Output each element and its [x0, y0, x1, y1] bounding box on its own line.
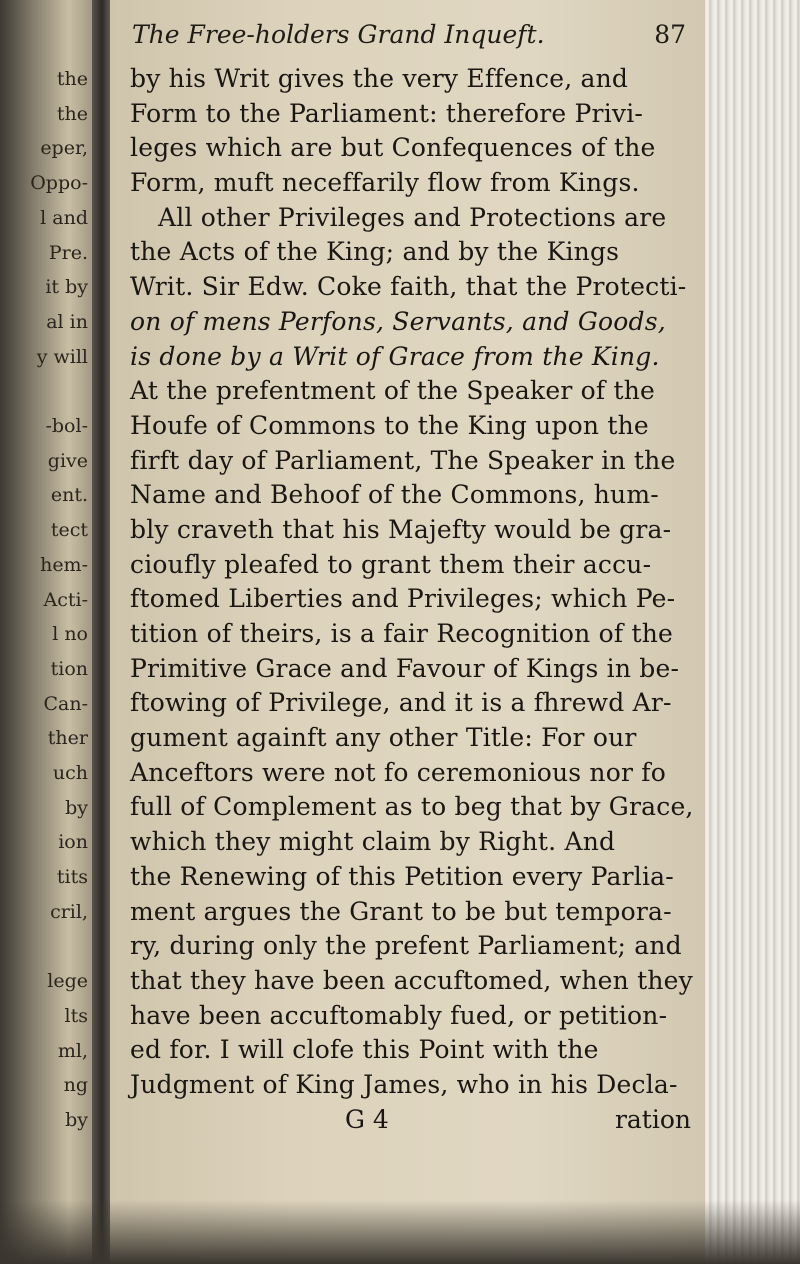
text-line: Form to the Parliament: therefore Privi- [130, 98, 644, 128]
facing-page-fragment: give [47, 449, 88, 472]
facing-page-fragment: Oppo- [30, 172, 88, 195]
page-number: 87 [654, 20, 686, 49]
text-line: the Acts of the King; and by the Kings [130, 237, 620, 267]
book-gutter [92, 0, 112, 1264]
text-line: on of mens Perfons, Servants, and Goods, [130, 306, 666, 336]
facing-page-fragment: -bol- [45, 415, 88, 437]
facing-page-fragment: Acti- [43, 588, 88, 611]
facing-page-fragment: it by [45, 276, 88, 299]
text-line: All other Privileges and Protections are [158, 202, 667, 232]
facing-page-fragment: ion [58, 831, 88, 854]
facing-page-fragment: cril, [50, 900, 88, 923]
facing-page-fragment: tion [50, 657, 88, 680]
facing-page-fragment: al in [46, 310, 88, 333]
page-stack-edge [705, 0, 800, 1264]
facing-page-fragment: the [56, 102, 88, 125]
text-line: leges which are but Confequences of the [130, 133, 656, 163]
text-line: At the prefentment of the Speaker of the [130, 376, 656, 406]
facing-page-fragment: Can- [43, 692, 88, 715]
signature-mark: G 4 [345, 1104, 389, 1134]
catchword: ration [614, 1104, 691, 1134]
facing-page-fragment: l no [52, 623, 88, 646]
text-line: Primitive Grace and Favour of Kings in be- [130, 653, 680, 683]
text-line: ftowing of Privilege, and it is a fhrewd Ar- [130, 688, 672, 718]
text-line: ftomed Liberties and Privileges; which Pe- [130, 584, 676, 614]
text-line: Form, muft neceffarily flow from Kings. [130, 168, 640, 198]
facing-page-fragment: tits [56, 866, 88, 889]
facing-page-fragment: ml, [57, 1039, 88, 1062]
facing-page-fragment: eper, [40, 137, 88, 160]
facing-page-fragment: ent. [50, 484, 88, 507]
facing-page-fragment: Pre. [48, 241, 88, 264]
text-line: Anceftors were not fo ceremonious nor fo [130, 757, 666, 787]
facing-page-fragment: y will [36, 345, 88, 368]
page-footer [130, 1103, 695, 1137]
text-line: cioufly pleafed to grant them their accu- [130, 549, 652, 579]
body-text [130, 62, 695, 1137]
bottom-shadow [0, 1200, 800, 1264]
text-line: firft day of Parliament, The Speaker in the [130, 445, 676, 475]
text-line: tition of theirs, is a fair Recognition of the [130, 619, 674, 648]
facing-page-fragment: hem- [40, 553, 88, 576]
text-line: Houfe of Commons to the King upon the [130, 410, 649, 440]
text-line: by his Writ gives the very Effence, and [130, 64, 629, 93]
facing-page-fragment: uch [52, 762, 88, 784]
facing-page-fragment: ther [47, 727, 88, 750]
text-line: is done by a Writ of Grace from the King. [130, 341, 660, 371]
text-line: full of Complement as to beg that by Grace, [130, 792, 694, 822]
text-line: Name and Behoof of the Commons, hum- [130, 480, 659, 510]
running-title: The Free-holders Grand Inqueft. [132, 20, 545, 49]
text-line: Writ. Sir Edw. Coke faith, that the Protecti- [130, 272, 687, 302]
facing-page-fragment: by [65, 796, 88, 819]
facing-page-fragment: the [56, 68, 88, 90]
facing-page-fragment: tect [50, 519, 88, 542]
text-line: ry, during only the prefent Parliament; and [130, 931, 682, 961]
page-header [132, 20, 692, 60]
facing-page-fragment: l and [40, 206, 88, 229]
facing-page-fragment: ng [63, 1074, 88, 1097]
facing-page-fragment: by [65, 1109, 88, 1131]
facing-page-fragments [0, 0, 92, 1264]
text-line: the Renewing of this Petition every Parlia- [130, 861, 674, 891]
text-line: have been accuftomably fued, or petition- [130, 1000, 668, 1030]
text-line: ed for. I will clofe this Point with the [130, 1035, 599, 1065]
text-line: that they have been accuftomed, when they [130, 965, 693, 995]
text-line: bly craveth that his Majefty would be gra- [130, 514, 672, 544]
text-line: which they might claim by Right. And [130, 827, 616, 857]
text-line: Judgment of King James, who in his Decla- [130, 1069, 678, 1099]
facing-page-fragment: lts [64, 1004, 88, 1027]
text-line: ment argues the Grant to be but tempora- [130, 896, 672, 926]
text-line: gument againft any other Title: For our [130, 723, 637, 753]
facing-page-fragment: lege [47, 970, 88, 993]
